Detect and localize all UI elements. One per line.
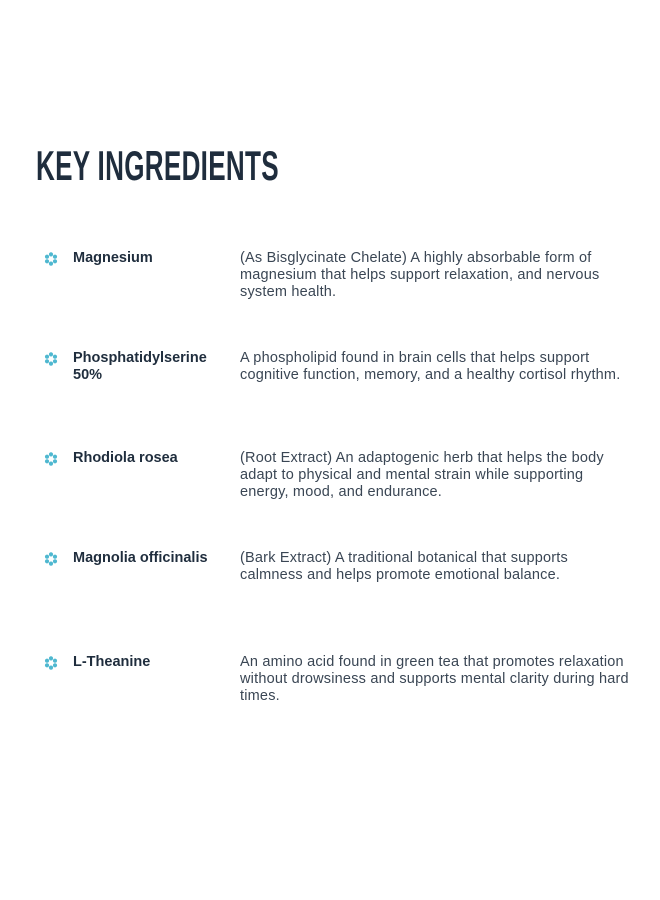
flower-dots-icon [44,552,58,566]
flower-dots-icon [44,352,58,366]
ingredient-name: Magnolia officinalis [73,550,208,566]
ingredient-name: Magnesium [73,250,153,266]
ingredient-description: (Root Extract) An adaptogenic herb that helps the body adapt to physical and mental strain while supporting energy, mood, and endurance. [240,450,604,500]
page-title: KEY INGREDIENTS [36,142,279,189]
flower-dots-icon [44,252,58,266]
ingredient-description: (As Bisglycinate Chelate) A highly absorbable form of magnesium that helps support relaxation, and nervous system health. [240,250,600,300]
ingredient-name: Phosphatidylserine 50% [73,350,207,383]
flower-dots-icon [44,452,58,466]
ingredient-description: (Bark Extract) A traditional botanical that supports calmness and helps promote emotional balance. [240,550,568,583]
ingredient-description: An amino acid found in green tea that promotes relaxation without drowsiness and supports mental clarity during hard times. [240,654,629,704]
ingredient-name: L-Theanine [73,654,151,670]
flower-dots-icon [44,656,58,670]
ingredient-description: A phospholipid found in brain cells that helps support cognitive function, memory, and a healthy cortisol rhythm. [240,350,621,383]
ingredient-name: Rhodiola rosea [73,450,178,466]
